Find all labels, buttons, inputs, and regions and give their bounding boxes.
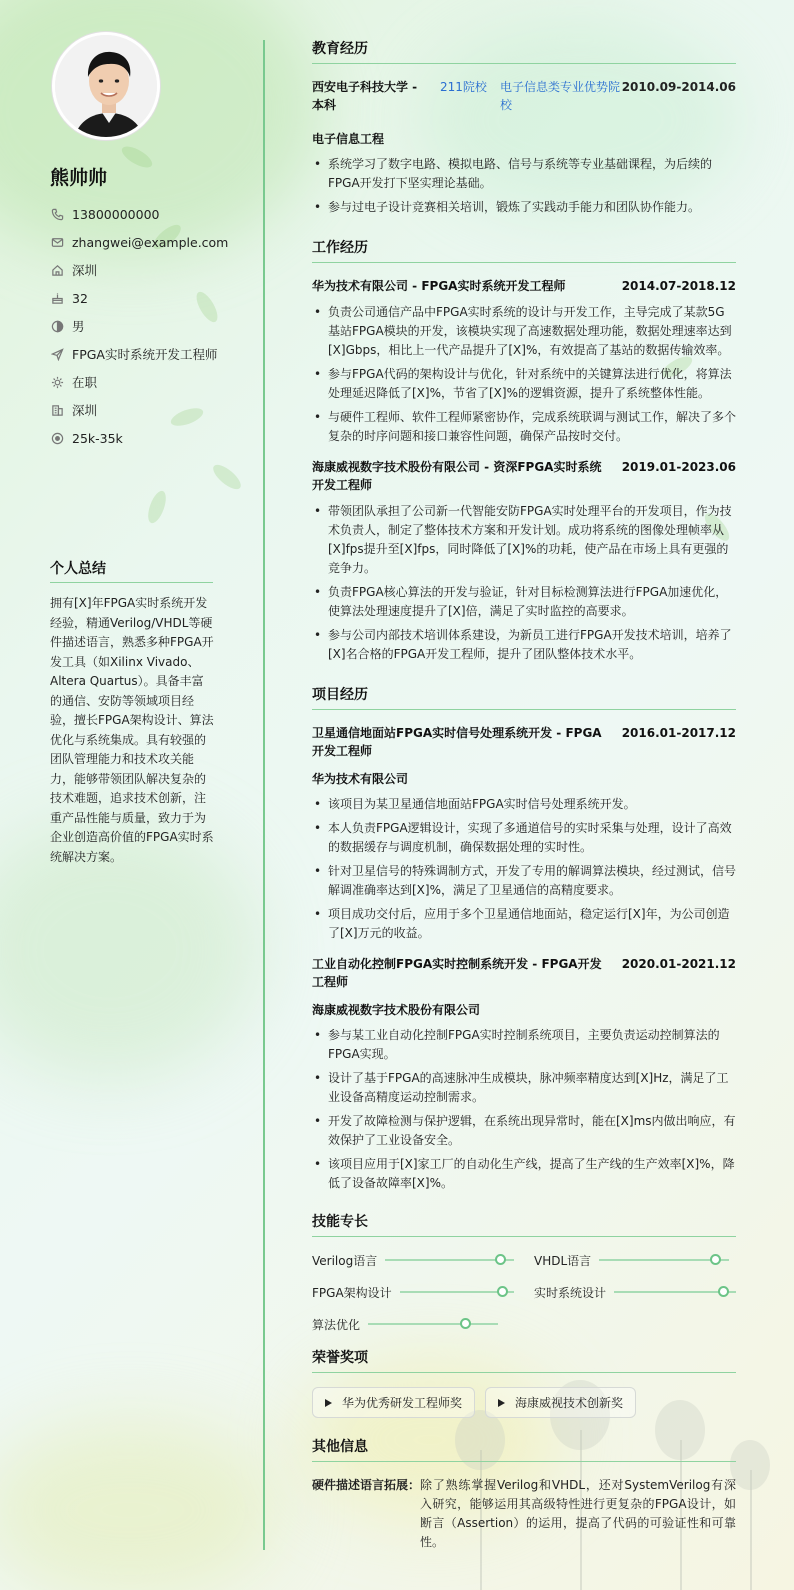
work-entry-header [312,277,736,295]
phone-icon [50,207,64,221]
work-entry-bullets [312,502,736,664]
list-item: • 负责公司通信产品中FPGA实时系统的设计与开发工作，主导完成了某款5G基站FPGA模块的开发，该模块实现了高速数据处理功能，数据处理速率达到[X]Gbps，相比上一代产品提升了[X]%，有效提高了基站的数据传输效率。 [312,303,736,360]
skill-level-dot [497,1286,508,1297]
education-heading: 教育经历 [312,38,736,64]
info-work-city [50,396,228,424]
project-entry-date: 2020.01-2021.12 [621,957,736,971]
projects-section [312,684,736,1193]
list-item: • 参与FPGA代码的架构设计与优化，针对系统中的关键算法进行优化，将算法处理延迟降低了[X]%，节省了[X]%的逻辑资源，提升了系统整体性能。 [312,365,736,403]
skill-level-dot [710,1254,721,1265]
award-label: 华为优秀研发工程师奖 [342,1396,463,1410]
skill-level-dot [495,1254,506,1265]
skill-name: VHDL语言 [534,1253,592,1268]
work-entry-bullets [312,303,736,446]
list-item: • 参与公司内部技术培训体系建设，为新员工进行FPGA开发技术培训，培养了[X]名合格的FPGA开发工程师，提升了团队整体技术水平。 [312,626,736,664]
send-icon [50,347,64,361]
work-section [312,237,736,664]
list-item: • 与硬件工程师、软件工程师紧密协作，完成系统联调与测试工作，解决了多个复杂的时序问题和接口兼容性问题，确保产品按时交付。 [312,408,736,446]
award-badge [485,1387,636,1418]
project-company: 华为技术有限公司 [312,772,409,786]
skill-level-dot [460,1318,471,1329]
project-entry-bullets [312,1026,736,1193]
skills-heading: 技能专长 [312,1211,736,1237]
list-item: • 设计了基于FPGA的高速脉冲生成模块，脉冲频率精度达到[X]Hz，满足了工业设备高精度运动控制需求。 [312,1069,736,1107]
other-value: 除了熟练掌握Verilog和VHDL，还对SystemVerilog有深入研究，能够运用其高级特性进行更复杂的FPGA设计，如断言（Assertion）的运用，提高了代码的可验证性和可靠性。 [420,1478,736,1549]
project-entry-bullets [312,795,736,943]
project-entry [312,724,736,943]
info-text: 25k-35k [72,430,123,446]
home-icon [50,263,64,277]
info-status [50,368,228,396]
skill-name: 算法优化 [312,1317,361,1332]
play-icon [498,1399,505,1407]
status-icon [50,375,64,389]
work-entry [312,458,736,664]
skill-item [534,1283,736,1301]
column-divider [263,40,265,1550]
list-item: • 该项目为某卫星通信地面站FPGA实时信号处理系统开发。 [312,795,736,814]
education-major: 电子信息工程 [312,132,385,146]
skill-bar [614,1291,736,1293]
project-entry-header [312,724,736,760]
skill-item [312,1315,514,1333]
info-age [50,284,228,312]
education-tag: 电子信息类专业优势院校 [500,80,621,112]
project-entry-date: 2016.01-2017.12 [621,726,736,740]
education-school: 西安电子科技大学 - 本科 [312,80,418,112]
building-icon [50,403,64,417]
education-header [312,78,736,114]
cake-icon [50,291,64,305]
list-item: • 系统学习了数字电路、模拟电路、信号与系统等专业基础课程，为后续的FPGA开发打下坚实理论基础。 [312,155,736,193]
awards-heading: 荣誉奖项 [312,1347,736,1373]
info-text: 深圳 [72,403,98,418]
skill-item [312,1283,514,1301]
skill-item [312,1251,514,1269]
info-city [50,256,228,284]
info-text: 32 [72,290,88,306]
awards-section [312,1347,736,1418]
skill-name: FPGA架构设计 [312,1285,392,1300]
gender-icon [50,319,64,333]
summary-text: 拥有[X]年FPGA实时系统开发经验，精通Verilog/VHDL等硬件描述语言，熟悉多种FPGA开发工具（如Xilinx Vivado、Altera Quartus）。具备丰富的通信、安防等领域项目经验，擅长FPGA架构设计、算法优化与系统集成。具有较强的团队管理能力和技术攻关能力，能够带领团队解决复杂的技术难题，追求技术创新，注重产品性能与质量，致力于为企业创造高价值的FPGA实时系统解决方案。 [50,596,214,864]
skills-grid [312,1251,736,1333]
list-item: • 负责FPGA核心算法的开发与验证，针对目标检测算法进行FPGA加速优化，使算法处理速度提升了[X]倍，满足了实时监控的高要求。 [312,583,736,621]
play-icon [325,1399,332,1407]
skill-bar [599,1259,729,1261]
work-entry-header [312,458,736,494]
education-tag: 211院校 [440,80,487,94]
skill-name: Verilog语言 [312,1253,378,1268]
other-heading: 其他信息 [312,1436,736,1462]
work-entry-date: 2014.07-2018.12 [621,279,736,293]
summary-heading: 个人总结 [50,558,213,583]
work-entry-title: 华为技术有限公司 - FPGA实时系统开发工程师 [312,279,566,293]
info-text: 男 [72,319,85,334]
info-email [50,228,228,256]
info-phone [50,200,228,228]
other-section [312,1436,736,1552]
info-text: 13800000000 [72,206,160,222]
award-badge [312,1387,475,1418]
skill-item [534,1251,736,1269]
education-bullets [312,155,736,217]
info-position [50,340,228,368]
list-item: • 参与某工业自动化控制FPGA实时控制系统项目，主要负责运动控制算法的FPGA实现。 [312,1026,736,1064]
skill-bar [385,1259,514,1261]
list-item: • 参与过电子设计竞赛相关培训，锻炼了实践动手能力和团队协作能力。 [312,198,736,217]
skill-bar [400,1291,514,1293]
list-item: • 带领团队承担了公司新一代智能安防FPGA实时处理平台的开发项目，作为技术负责人，制定了整体技术方案和开发计划。成功将系统的图像处理帧率从[X]fps提升至[X]fps，同时降低了[X]%的功耗，使产品在市场上具有更强的竞争力。 [312,502,736,578]
info-text: 深圳 [72,263,98,278]
mail-icon [50,235,64,249]
contact-info-list [50,200,228,452]
award-label: 海康威视技术创新奖 [515,1396,624,1410]
info-salary [50,424,228,452]
project-entry-title: 工业自动化控制FPGA实时控制系统开发 - FPGA开发工程师 [312,957,602,989]
main-content [312,38,736,1552]
education-section [312,38,736,217]
work-entry-title: 海康威视数字技术股份有限公司 - 资深FPGA实时系统开发工程师 [312,460,602,492]
list-item: • 针对卫星信号的特殊调制方式，开发了专用的解调算法模块，经过测试，信号解调准确率达到[X]%，满足了卫星通信的高精度要求。 [312,862,736,900]
list-item: • 本人负责FPGA逻辑设计，实现了多通道信号的实时采集与处理，设计了高效的数据缓存与调度机制，确保数据处理的实时性。 [312,819,736,857]
project-entry [312,955,736,1193]
list-item: • 项目成功交付后，应用于多个卫星通信地面站，稳定运行[X]年，为公司创造了[X]万元的收益。 [312,905,736,943]
work-heading: 工作经历 [312,237,736,263]
projects-heading: 项目经历 [312,684,736,710]
info-text: 在职 [72,375,98,390]
info-gender [50,312,228,340]
awards-list [312,1387,736,1418]
skill-bar [368,1323,498,1325]
skills-section [312,1211,736,1333]
education-date: 2010.09-2014.06 [621,80,736,94]
info-text: zhangwei@example.com [72,234,229,250]
money-icon [50,431,64,445]
other-row [312,1476,736,1552]
avatar-portrait-icon [55,35,160,140]
candidate-name: 熊帅帅 [50,167,108,189]
work-entry-date: 2019.01-2023.06 [621,460,736,474]
info-text: FPGA实时系统开发工程师 [72,347,218,362]
skill-level-dot [718,1286,729,1297]
project-company: 海康威视数字技术股份有限公司 [312,1003,481,1017]
other-key: 硬件描述语言拓展： [312,1478,421,1492]
skill-name: 实时系统设计 [534,1285,607,1300]
project-entry-title: 卫星通信地面站FPGA实时信号处理系统开发 - FPGA开发工程师 [312,726,602,758]
list-item: • 该项目应用于[X]家工厂的自动化生产线，提高了生产线的生产效率[X]%，降低了设备故障率[X]%。 [312,1155,736,1193]
project-entry-header [312,955,736,991]
work-entry [312,277,736,446]
list-item: • 开发了故障检测与保护逻辑，在系统出现异常时，能在[X]ms内做出响应，有效保护了工业设备安全。 [312,1112,736,1150]
avatar [52,32,160,140]
